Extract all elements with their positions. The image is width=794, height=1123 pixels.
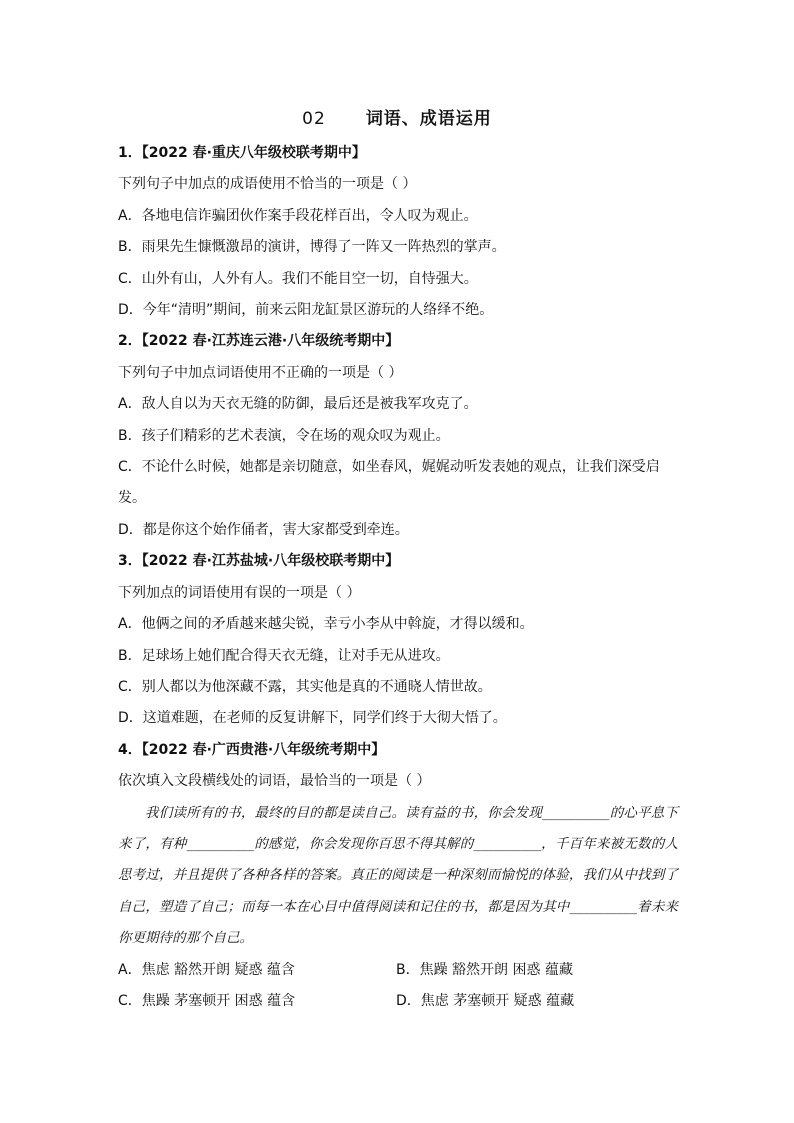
section-title: 词语、成语运用 — [365, 109, 492, 129]
question-3-head: 3．【2022 春·江苏盐城·八年级校联考期中】 — [118, 553, 400, 570]
question-2-head: 2．【2022 春·江苏连云港·八年级统考期中】 — [118, 333, 400, 350]
section-number: 02 — [302, 109, 326, 129]
question-1-option-a[interactable]: A．各地电信诈骗团伙作案手段花样百出，令人叹为观止。 — [118, 207, 478, 224]
question-4-option-a[interactable]: A．焦虑 豁然开朗 疑惑 蕴含 — [118, 961, 295, 978]
question-2-option-b[interactable]: B．孩子们精彩的艺术表演，令在场的观众叹为观止。 — [118, 427, 450, 444]
question-4-head: 4．【2022 春·广西贵港·八年级统考期中】 — [118, 741, 386, 758]
question-4-option-b[interactable]: B．焦躁 豁然开朗 困惑 蕴藏 — [396, 961, 573, 978]
question-4-options-row-2 — [118, 986, 678, 1017]
question-1-stem: 下列句子中加点的成语使用不恰当的一项是（ ） — [118, 176, 417, 193]
question-list — [118, 138, 678, 1017]
question-3-option-d[interactable]: D．这道难题，在老师的反复讲解下，同学们终于大彻大悟了。 — [118, 710, 507, 727]
page-title — [0, 104, 794, 129]
question-4-option-d[interactable]: D．焦虑 茅塞顿开 疑惑 蕴藏 — [396, 992, 575, 1009]
question-3-option-c[interactable]: C．别人都以为他深藏不露，其实他是真的不通晓人情世故。 — [118, 678, 492, 695]
question-1-head: 1．【2022 春·重庆八年级校联考期中】 — [118, 145, 366, 161]
question-4-option-c[interactable]: C．焦躁 茅塞顿开 困惑 蕴含 — [118, 992, 296, 1009]
question-3-option-a[interactable]: A．他俩之间的矛盾越来越尖锐，幸亏小李从中斡旋，才得以缓和。 — [118, 616, 534, 633]
question-3-stem: 下列加点的词语使用有误的一项是（ ） — [118, 584, 361, 601]
question-1-option-b[interactable]: B．雨果先生慷慨激昂的演讲，博得了一阵又一阵热烈的掌声。 — [118, 239, 506, 256]
question-4-stem: 依次填入文段横线处的词语，最恰当的一项是（ ） — [118, 773, 431, 790]
question-1-option-c[interactable]: C．山外有山，人外有人。我们不能目空一切，自恃强大。 — [118, 270, 478, 287]
question-2-option-d[interactable]: D．都是你这个始作俑者，害大家都受到牵连。 — [118, 521, 409, 538]
question-4-passage: 我们读所有的书，最终的目的都是读自己。读有益的书，你会发现__________的心平息下来了，有种__________的感觉，你会发现你百思不得其解的__________，千百年来被无数的人思考过，并且提供了各种各样的答案。真正的阅读是一种深刻而愉悦的体验，我们从中找到了自己，塑造了自己；而每一本在心目中值得阅读和记住的书，都是因为其中__________着未来你更期待的那个自己。 — [118, 804, 678, 947]
question-2-option-a[interactable]: A．敌人自以为天衣无缝的防御，最后还是被我军攻克了。 — [118, 396, 478, 413]
question-2-option-c[interactable]: C．不论什么时候，她都是亲切随意，如坐春风，娓娓动听发表她的观点，让我们深受启发。 — [118, 459, 660, 507]
question-1-option-d[interactable]: D．今年“清明”期间，前来云阳龙缸景区游玩的人络绎不绝。 — [118, 302, 494, 319]
question-4-options-row-1 — [118, 955, 678, 986]
question-3-option-b[interactable]: B．足球场上她们配合得天衣无缝，让对手无从进攻。 — [118, 647, 450, 664]
question-2-stem: 下列句子中加点词语使用不正确的一项是（ ） — [118, 364, 403, 381]
